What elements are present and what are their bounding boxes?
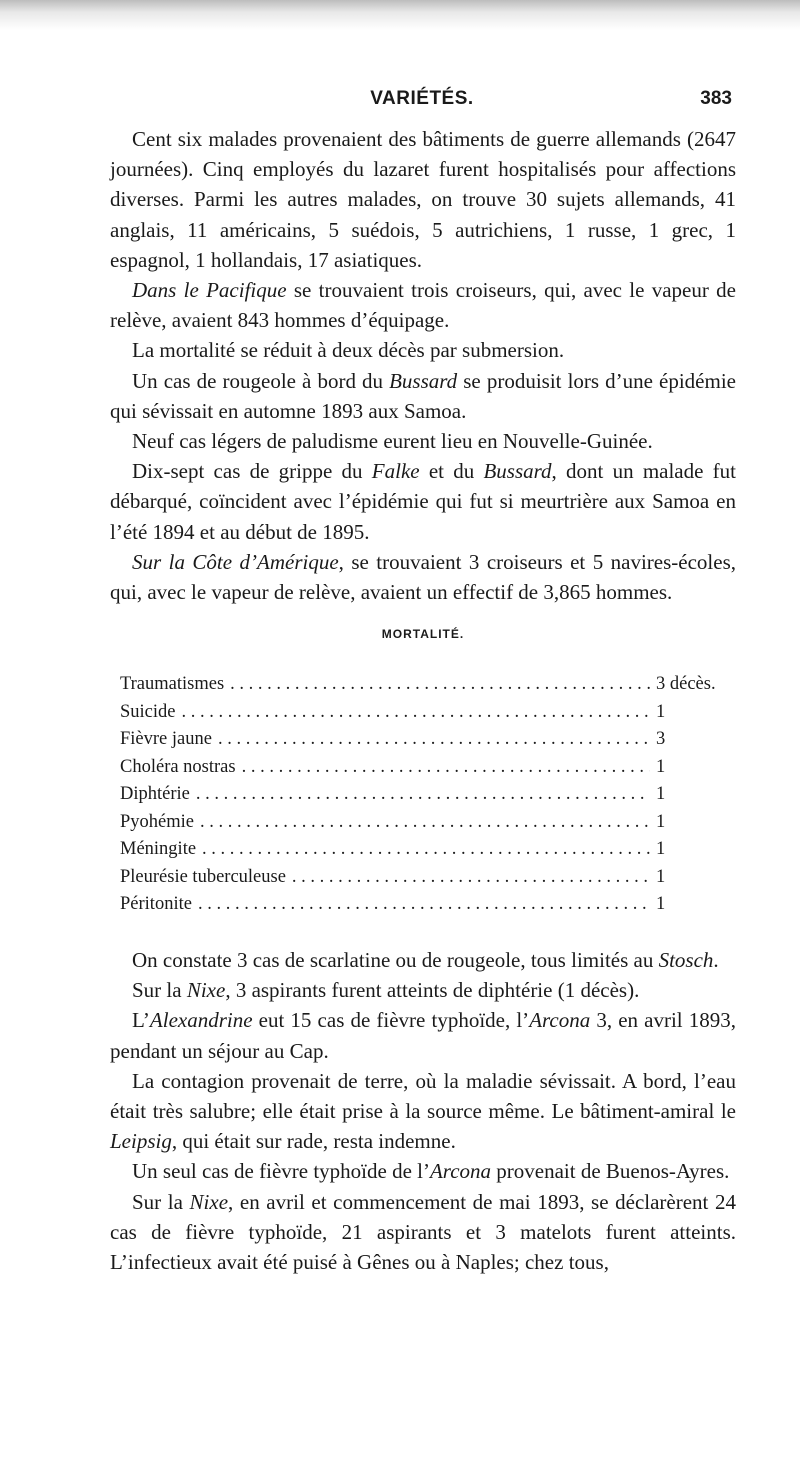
dot-leader <box>196 781 650 809</box>
italic-text: Bussard <box>483 459 552 484</box>
scan-top-edge <box>0 0 800 30</box>
cause-label: Pyohémie <box>120 811 194 832</box>
dot-leader <box>218 726 650 754</box>
text-run: , dont un malade fut débarqué, coïncident avec l’épidémie qui fut si meurtrière aux Samoa en l’été 1894 et au début de 1895. <box>110 459 737 544</box>
italic-text: Dans le Pacifique <box>132 278 287 303</box>
death-count: 3 décès. <box>656 674 716 695</box>
dot-leader <box>200 809 650 837</box>
text-run: Cent six malades provenaient des bâtiments de guerre allemands (2647 journées). Cinq employés du lazaret furent hospitalisés pour affections diverses. Parmi les autres malades, on trouve 30 sujets allemands, 41 anglais, 11 américains, 5 suédois, 5 autrichiens, 1 russe, 1 grec, 1 espagnol, 1 hollandais, 17 asiatiques. <box>110 127 736 272</box>
text-run: Sur la <box>132 978 187 1003</box>
paragraph <box>110 1156 736 1186</box>
mortality-row <box>120 836 736 864</box>
death-count: 1 <box>656 811 666 832</box>
dot-leader <box>292 864 650 892</box>
cause-label: Traumatismes <box>120 674 225 695</box>
paragraph <box>110 456 736 547</box>
section-title: VARIÉTÉS. <box>370 88 474 109</box>
text-run: , en avril et commencement de mai 1893, se déclarèrent 24 cas de fièvre typhoïde, 21 aspirants et 3 matelots furent atteints. L’infectieux avait été puisé à Gênes ou à Naples; chez tous, <box>110 1189 736 1274</box>
cause-label: Suicide <box>120 701 176 722</box>
cause-label: Fièvre jaune <box>120 729 212 750</box>
paragraph <box>110 275 736 335</box>
mortality-row <box>120 754 736 782</box>
text-run: 3, en avril 1893, pendant un séjour au Cap. <box>110 1008 736 1063</box>
cause-label: Pleurésie tuberculeuse <box>120 866 286 887</box>
cause-label: Choléra nostras <box>120 756 236 777</box>
text-run: Un cas de rougeole à bord du <box>132 368 390 393</box>
text-run: Sur la <box>132 1189 190 1214</box>
death-count: 3 <box>656 729 666 750</box>
text-run: , se trouvaient 3 croiseurs et 5 navires-écoles, qui, avec le vapeur de relève, avaient un effectif de 3,865 hommes. <box>110 549 736 605</box>
mortality-table <box>120 671 736 919</box>
mortality-row <box>120 671 736 699</box>
death-count: 1 <box>656 756 666 777</box>
text-run: La mortalité se réduit à deux décès par submersion. <box>132 338 565 363</box>
italic-text: Nixe <box>186 978 226 1003</box>
italic-text: Arcona <box>529 1008 591 1033</box>
paragraph <box>110 366 736 426</box>
italic-text: Arcona <box>429 1159 492 1184</box>
mortality-row <box>120 726 736 754</box>
italic-text: Nixe <box>189 1189 229 1214</box>
text-run: se produisit lors d’une épidémie qui sévissait en automne 1893 aux Samoa. <box>110 368 736 423</box>
text-run: se trouvaient trois croiseurs, qui, avec le vapeur de relève, avaient 843 hommes d’équipage. <box>110 278 736 333</box>
dot-leader <box>198 891 650 919</box>
dot-leader <box>202 836 650 864</box>
cause-label: Diphtérie <box>120 784 190 805</box>
mortality-row <box>120 891 736 919</box>
paragraph <box>110 124 736 275</box>
text-run: La contagion provenait de terre, où la maladie sévissait. A bord, l’eau était très salubre; elle était prise à la source même. Le bâtiment-amiral le <box>110 1068 736 1123</box>
death-count: 1 <box>656 866 666 887</box>
italic-text: Stosch <box>658 947 714 972</box>
mortality-row <box>120 781 736 809</box>
paragraph <box>110 1005 736 1065</box>
mortality-row <box>120 809 736 837</box>
text-run: et du <box>419 459 484 484</box>
cause-label: Méningite <box>120 839 197 860</box>
italic-text: Leipsig <box>110 1129 172 1154</box>
cause-label: Péritonite <box>120 894 192 915</box>
text-run: Un seul cas de fièvre typhoïde de l’ <box>132 1159 430 1184</box>
death-count: 1 <box>656 839 666 860</box>
text-run: , qui était sur rade, resta indemne. <box>171 1129 456 1154</box>
italic-text: Falke <box>371 459 420 484</box>
body-text <box>110 124 736 1277</box>
paragraph <box>110 975 736 1005</box>
paragraphs-after-table <box>110 945 736 1277</box>
running-head <box>112 88 732 118</box>
death-count: 1 <box>656 701 666 722</box>
text-run: Neuf cas légers de paludisme eurent lieu en Nouvelle-Guinée. <box>132 429 653 454</box>
paragraph <box>110 547 736 607</box>
death-count: 1 <box>656 784 666 805</box>
dot-leader <box>230 671 650 699</box>
paragraphs-before-table <box>110 124 736 607</box>
dot-leader <box>182 699 651 727</box>
dot-leader <box>242 754 650 782</box>
page-number: 383 <box>700 88 732 109</box>
text-run: On constate 3 cas de scarlatine ou de rougeole, tous limités au <box>132 947 659 972</box>
paragraph <box>110 1187 736 1278</box>
text-run: . <box>713 947 719 972</box>
paragraph <box>110 335 736 365</box>
text-run: L’ <box>132 1008 150 1033</box>
italic-text: Alexandrine <box>149 1008 253 1033</box>
text-run: provenait de Buenos-Ayres. <box>491 1159 730 1184</box>
italic-text: Sur la Côte d’Amérique <box>132 549 339 574</box>
mortality-row <box>120 864 736 892</box>
paragraph <box>110 945 736 975</box>
paragraph <box>110 1066 736 1157</box>
text-run: , 3 aspirants furent atteints de diphtérie (1 décès). <box>225 978 640 1003</box>
text-run: Dix-sept cas de grippe du <box>132 459 372 484</box>
mortality-table-title: MORTALITÉ. <box>381 627 465 642</box>
text-run: eut 15 cas de fièvre typhoïde, l’ <box>252 1008 530 1033</box>
mortality-row <box>120 699 736 727</box>
paragraph <box>110 426 736 456</box>
death-count: 1 <box>656 894 666 915</box>
italic-text: Bussard <box>389 368 458 393</box>
